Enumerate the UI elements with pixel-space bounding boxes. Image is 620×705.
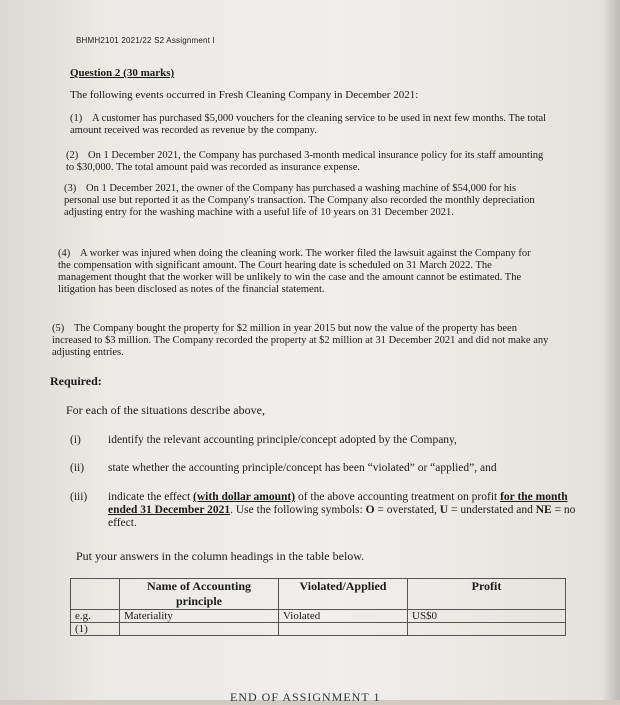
put-answers-text: Put your answers in the column headings in the table below. — [76, 549, 365, 563]
event-number: (1) — [70, 113, 83, 124]
event-1 — [70, 113, 550, 137]
sub-item-number: (ii) — [70, 462, 85, 474]
event-5 — [52, 323, 557, 359]
table-header: Profit — [408, 579, 566, 610]
table-header-row — [71, 579, 566, 610]
event-text: On 1 December 2021, the owner of the Company has purchased a washing machine of $54,000 for his personal use but reported it as the Company's transaction. The Company also recorded the monthly depreciation adjusting entry for the washing machine with a useful life of 10 years on 31 December 2021. — [64, 183, 535, 218]
text-run: = overstated, — [374, 504, 440, 516]
table-row — [71, 623, 566, 636]
event-text: A worker was injured when doing the cleaning work. The worker filed the lawsuit against the Company for the compensation with significant amount. The Court hearing date is scheduled on 31 March 2022. The management thought that the worker will be unlikely to win the case and the amount cannot be estimated. The litigation has been disclosed as notes of the financial statement. — [58, 248, 531, 295]
emphasis-dollar-amount: (with dollar amount) — [193, 491, 296, 503]
course-header: BHMH2101 2021/22 S2 Assignment I — [76, 36, 215, 45]
event-2 — [66, 150, 546, 174]
table-header: Violated/Applied — [279, 579, 408, 610]
event-number: (2) — [66, 150, 79, 161]
event-3 — [64, 183, 544, 219]
text-run: = no effect. — [108, 504, 576, 529]
end-of-assignment: END OF ASSIGNMENT 1 — [230, 690, 381, 704]
table-cell — [408, 623, 566, 636]
table-row — [71, 610, 566, 623]
symbol-o: O — [365, 504, 375, 516]
event-4 — [58, 248, 538, 296]
sub-item-text: state whether the accounting principle/concept has been “violated” or “applied”, and — [108, 462, 497, 474]
symbol-ne: NE — [535, 504, 552, 516]
event-text: A customer has purchased $5,000 vouchers for the cleaning service to be used in next few months. The total amount received was recorded as revenue by the company. — [70, 113, 547, 136]
sub-item-text: identify the relevant accounting principle/concept adopted by the Company, — [108, 434, 457, 446]
page-edge-shadow — [602, 0, 620, 700]
table-cell — [279, 623, 408, 636]
emphasis-period: for the month ended 31 December 2021 — [108, 491, 568, 516]
table-cell — [120, 623, 279, 636]
event-text: On 1 December 2021, the Company has purchased 3-month medical insurance policy for its staff amounting to $30,000. The total amount paid was recorded as insurance expense. — [66, 150, 544, 173]
event-number: (3) — [64, 183, 77, 194]
sub-item-number: (i) — [70, 434, 81, 446]
table-header: Name of Accounting principle — [120, 579, 279, 610]
text-run: . Use the following symbols: — [230, 504, 366, 516]
for-each-text: For each of the situations describe above, — [66, 403, 265, 417]
sub-item-number: (iii) — [70, 491, 88, 503]
text-run: of the above accounting treatment on profit — [295, 491, 501, 503]
required-label: Required: — [50, 374, 102, 388]
question-title: Question 2 (30 marks) — [70, 67, 175, 79]
table-cell: e.g. — [71, 610, 120, 623]
table-cell: US$0 — [408, 610, 566, 623]
event-number: (4) — [58, 248, 71, 259]
intro-text: The following events occurred in Fresh Cleaning Company in December 2021: — [70, 89, 419, 101]
answer-table — [70, 578, 566, 636]
text-run: = understated and — [448, 504, 536, 516]
text-run: indicate the effect — [108, 491, 194, 503]
table-cell: (1) — [71, 623, 120, 636]
symbol-u: U — [439, 504, 449, 516]
event-text: The Company bought the property for $2 million in year 2015 but now the value of the property has been increased to $3 million. The Company recorded the property at $2 million at 31 December 2021 and did not make any adjusting entries. — [52, 323, 549, 358]
event-number: (5) — [52, 323, 65, 334]
table-cell: Materiality — [120, 610, 279, 623]
table-cell: Violated — [279, 610, 408, 623]
table-header — [71, 579, 120, 610]
sub-item-iii-text — [108, 491, 578, 530]
